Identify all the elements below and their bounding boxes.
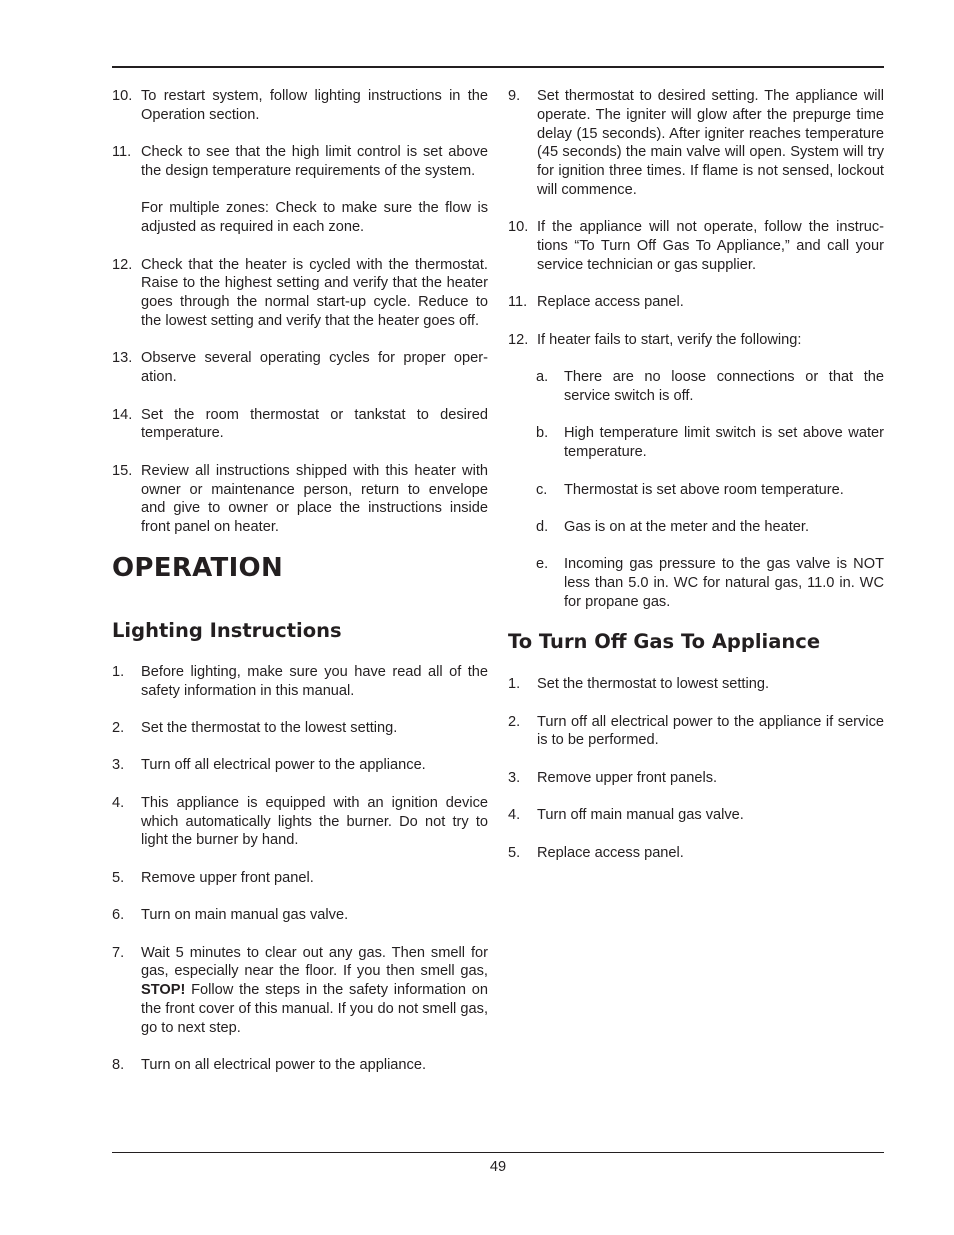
list-item: [508, 331, 884, 350]
item-text: Incoming gas pressure to the gas valve is NOT less than 5.0 in. WC for natural gas, 11.0 in. WC for propane gas.: [564, 556, 884, 610]
list-item: [508, 293, 884, 312]
item-number: 8.: [112, 1057, 125, 1074]
item-text: Remove upper front panel.: [141, 869, 314, 886]
item-letter: e.: [536, 556, 549, 573]
list-item: [112, 663, 488, 701]
item-text: To restart system, follow lighting instructions in the Operation section.: [141, 88, 488, 123]
item-number: 11.: [508, 294, 528, 311]
item-text: Check that the heater is cycled with the thermostat. Raise to the highest setting and verify that the heater goes through the normal start-up cycle. Reduce to the lowest setting and verify that the heater goes off.: [141, 256, 488, 329]
item-number: 1.: [112, 663, 125, 680]
item-text: [141, 944, 488, 1038]
list-item: [112, 349, 488, 387]
sub-list-item: [536, 368, 884, 406]
item-text: Replace access panel.: [537, 294, 684, 311]
item-text: Turn off all electrical power to the appliance if service is to be performed.: [537, 713, 884, 749]
item-number: 7.: [112, 944, 125, 961]
sub-list-item: [536, 555, 884, 611]
list-item: [112, 256, 488, 331]
item-text-end: Follow the steps in the safety information on the front cover of this manual. If you do not smell gas, go to next step.: [141, 982, 488, 1036]
list-item: [508, 769, 884, 788]
list-item: [112, 143, 488, 237]
item-letter: d.: [536, 518, 549, 535]
item-number: 2.: [508, 713, 521, 730]
bottom-rule: [112, 1152, 884, 1153]
item-text: There are no loose connections or that the service switch is off.: [564, 369, 884, 404]
item-number: 12.: [508, 331, 529, 348]
sub-list-item: [536, 481, 884, 500]
item-number: 3.: [508, 769, 521, 786]
item-text: Gas is on at the meter and the heater.: [564, 518, 810, 535]
page-number: 49: [489, 1159, 507, 1175]
list-item: [112, 87, 488, 125]
subsection-title: To Turn Off Gas To Appliance: [508, 630, 821, 654]
item-text: Turn on all electrical power to the appliance.: [141, 1057, 427, 1074]
sub-list-item: [536, 424, 884, 462]
item-number: 3.: [112, 757, 125, 774]
sub-list-item: [536, 518, 884, 537]
item-text: Turn off all electrical power to the appliance.: [141, 757, 426, 774]
list-item: [508, 87, 884, 200]
item-text: For multiple zones: Check to make sure the flow is adjusted as required in each zone.: [141, 200, 488, 236]
item-number: 12.: [112, 256, 133, 273]
list-item: [508, 713, 884, 751]
list-item: [508, 844, 884, 863]
stop-warning: STOP!: [141, 982, 186, 999]
list-item: [508, 218, 884, 274]
item-letter: a.: [536, 369, 549, 386]
item-text: Observe several operating cycles for proper operation.: [141, 350, 488, 386]
item-text: Remove upper front panels.: [537, 769, 718, 786]
item-number: 4.: [112, 794, 125, 811]
item-number: 14.: [112, 406, 133, 423]
list-item: [112, 406, 488, 444]
item-number: 9.: [508, 88, 521, 104]
list-item: [112, 906, 488, 925]
list-item: [112, 462, 488, 537]
section-title: OPERATION: [112, 552, 284, 583]
item-text: Set the thermostat to lowest setting.: [537, 676, 769, 693]
item-text: Set the room thermostat or tankstat to desired temperature.: [141, 406, 488, 442]
item-number: 2.: [112, 720, 125, 737]
item-text-start: Wait 5 minutes to clear out any gas. Then smell for gas, especially near the floor. If you then smell gas,: [141, 944, 488, 980]
list-item: [112, 1056, 488, 1075]
list-item: [508, 675, 884, 694]
item-text: Set thermostat to desired setting. The appliance will operate. The igniter will glow after the prepurge time delay (15 seconds). After igniter reaches temperature (45 seconds) the main valve will open. System will try for ignition three times. If flame is not sensed, lockout will commence.: [537, 88, 884, 198]
item-text: Set the thermostat to the lowest setting.: [141, 720, 398, 737]
item-number: 4.: [508, 807, 521, 824]
item-number: 10.: [112, 88, 133, 104]
right-column: [508, 87, 884, 881]
item-text: If the appliance will not operate, follow the instructions “To Turn Off Gas To Appliance,” and call your service technician or gas supplier.: [537, 219, 884, 273]
list-item: [112, 719, 488, 738]
item-text: Turn on main manual gas valve.: [141, 907, 349, 924]
item-text: Before lighting, make sure you have read all of the safety information in this manual.: [141, 663, 488, 699]
item-number: 15.: [112, 462, 133, 479]
item-number: 10.: [508, 219, 529, 236]
item-number: 11.: [112, 144, 132, 161]
item-number: 1.: [508, 676, 521, 693]
item-text: High temperature limit switch is set above water temperature.: [564, 425, 884, 461]
item-text: Thermostat is set above room temperature.: [564, 481, 844, 498]
item-letter: c.: [536, 481, 548, 498]
left-column: [112, 87, 488, 1094]
item-text: Turn off main manual gas valve.: [537, 807, 744, 824]
item-text: This appliance is equipped with an ignition device which automatically lights the burner. Do not try to light the burner by hand.: [141, 794, 488, 849]
subsection-title: Lighting Instructions: [112, 618, 342, 642]
item-number: 5.: [508, 844, 521, 861]
item-number: 5.: [112, 869, 125, 886]
item-letter: b.: [536, 425, 549, 442]
list-item: [112, 869, 488, 888]
item-number: 13.: [112, 350, 133, 367]
item-text: Check to see that the high limit control is set above the design temperature requirements of the system.: [141, 144, 488, 179]
list-item: [508, 806, 884, 825]
item-text: Replace access panel.: [537, 844, 684, 861]
list-item: [112, 756, 488, 775]
item-text: Review all instructions shipped with this heater with owner or maintenance person, return to envelope and give to owner or place the instructions inside front panel on heater.: [141, 462, 488, 536]
list-item: [112, 944, 488, 1038]
item-text: If heater fails to start, verify the following:: [537, 331, 802, 348]
item-number: 6.: [112, 907, 125, 924]
list-item: [112, 794, 488, 850]
top-rule: [112, 66, 884, 68]
